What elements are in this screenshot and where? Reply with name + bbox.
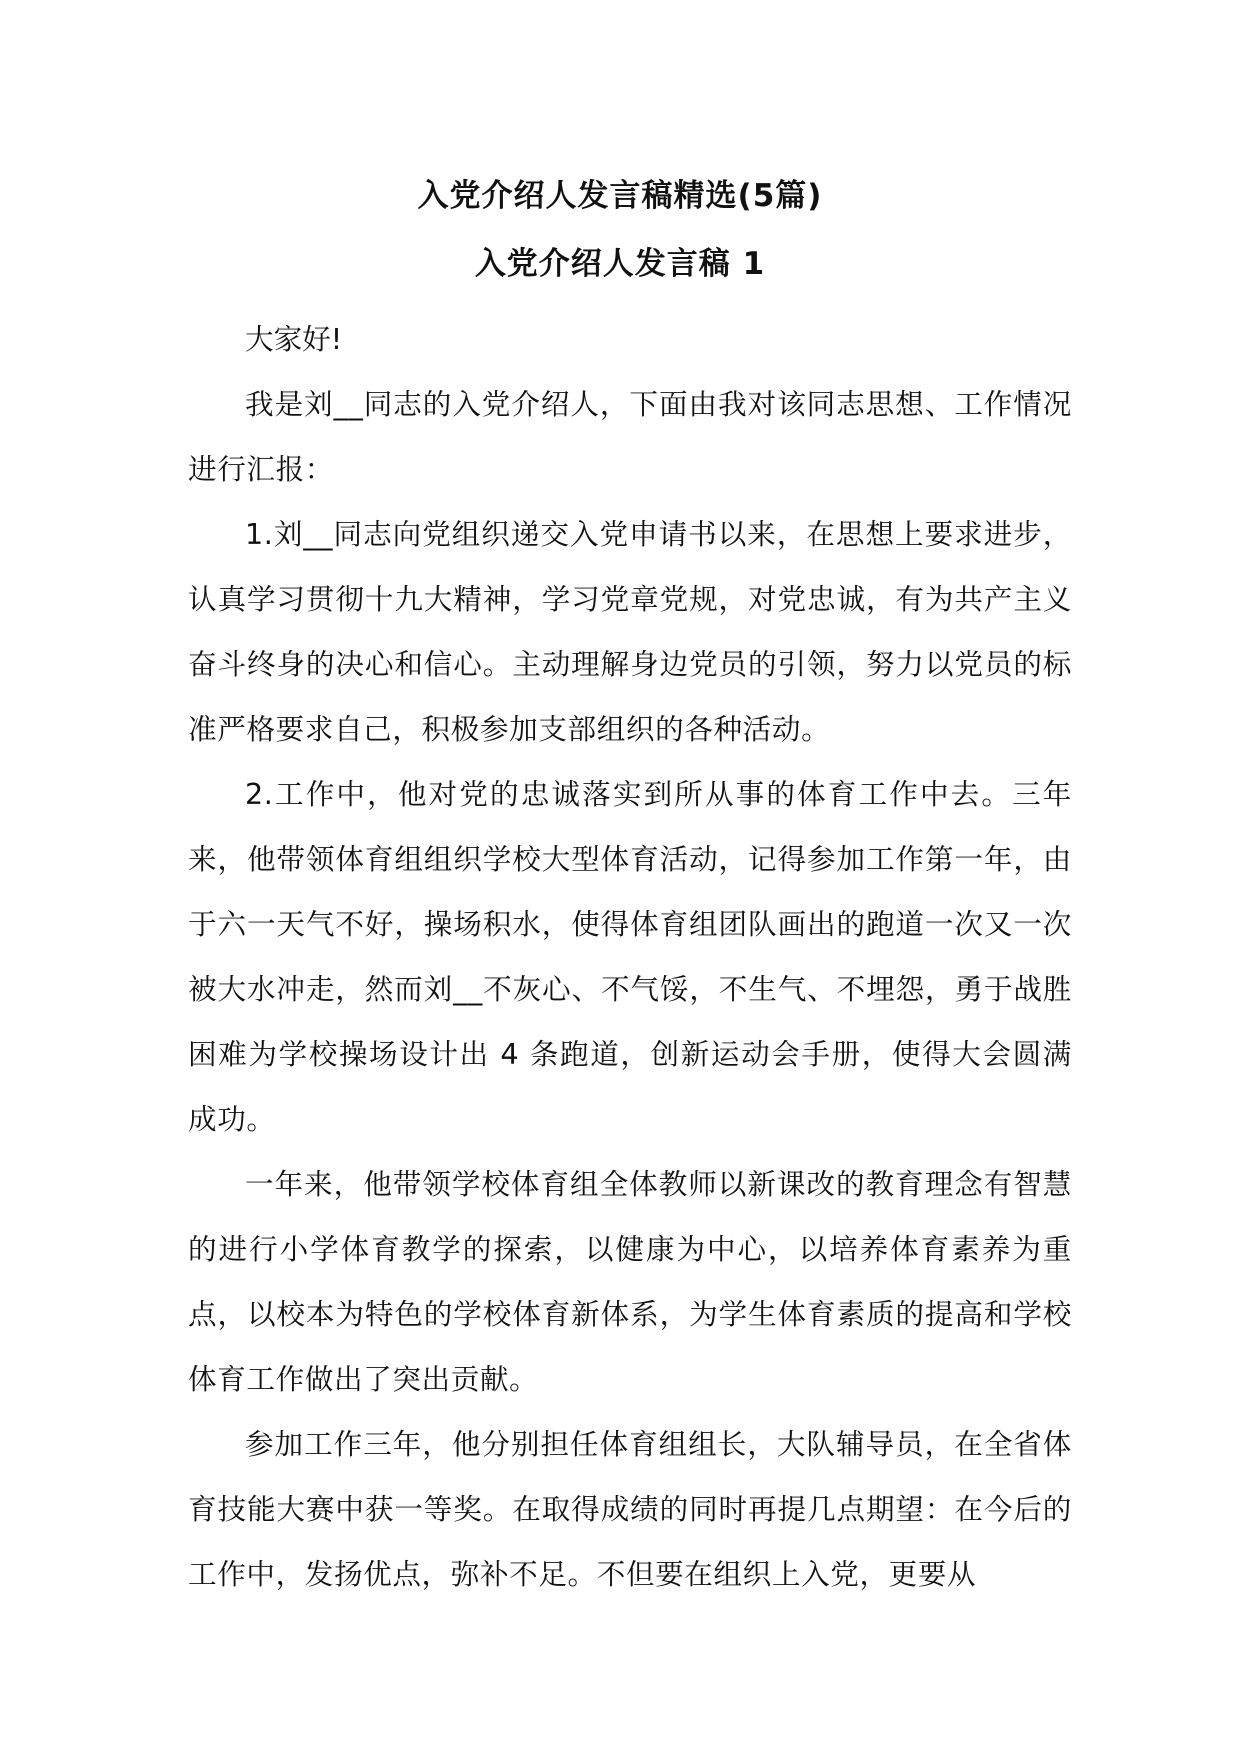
document-title: 入党介绍人发言稿精选(5篇) [417,178,823,214]
paragraph-teaching: 一年来，他带领学校体育组全体教师以新课改的教育理念有智慧的进行小学体育教学的探索，以健康为中心，以培养体育素养为重点，以校本为特色的学校体育新体系，为学生体育素质的提高和学校体育工作做出了突出贡献。 [188,1167,1072,1396]
section-title: 入党介绍人发言稿 1 [474,246,766,282]
paragraph-introduction: 我是刘__同志的入党介绍人，下面由我对该同志思想、工作情况进行汇报： [188,387,1072,486]
paragraph-work: 2.工作中，他对党的忠诚落实到所从事的体育工作中去。三年来，他带领体育组组织学校大型体育活动，记得参加工作第一年，由于六一天气不好，操场积水，使得体育组团队画出的跑道一次又一次被大水冲走，然而刘__不灰心、不气馁，不生气、不埋怨，勇于战胜困难为学校操场设计出 4 条跑道，创新运动会手册，使得大会圆满成功。 [188,777,1072,1136]
paragraph-greeting: 大家好! [245,322,343,356]
paragraph-achievements: 参加工作三年，他分别担任体育组组长，大队辅导员，在全省体育技能大赛中获一等奖。在取得成绩的同时再提几点期望：在今后的工作中，发扬优点，弥补不足。不但要在组织上入党，更要从 [188,1427,1072,1591]
document-body [188,307,1072,1607]
paragraph-ideology: 1.刘__同志向党组织递交入党申请书以来，在思想上要求进步，认真学习贯彻十九大精神，学习党章党规，对党忠诚，有为共产主义奋斗终身的决心和信心。主动理解身边党员的引领，努力以党员的标准严格要求自己，积极参加支部组织的各种活动。 [188,517,1072,746]
